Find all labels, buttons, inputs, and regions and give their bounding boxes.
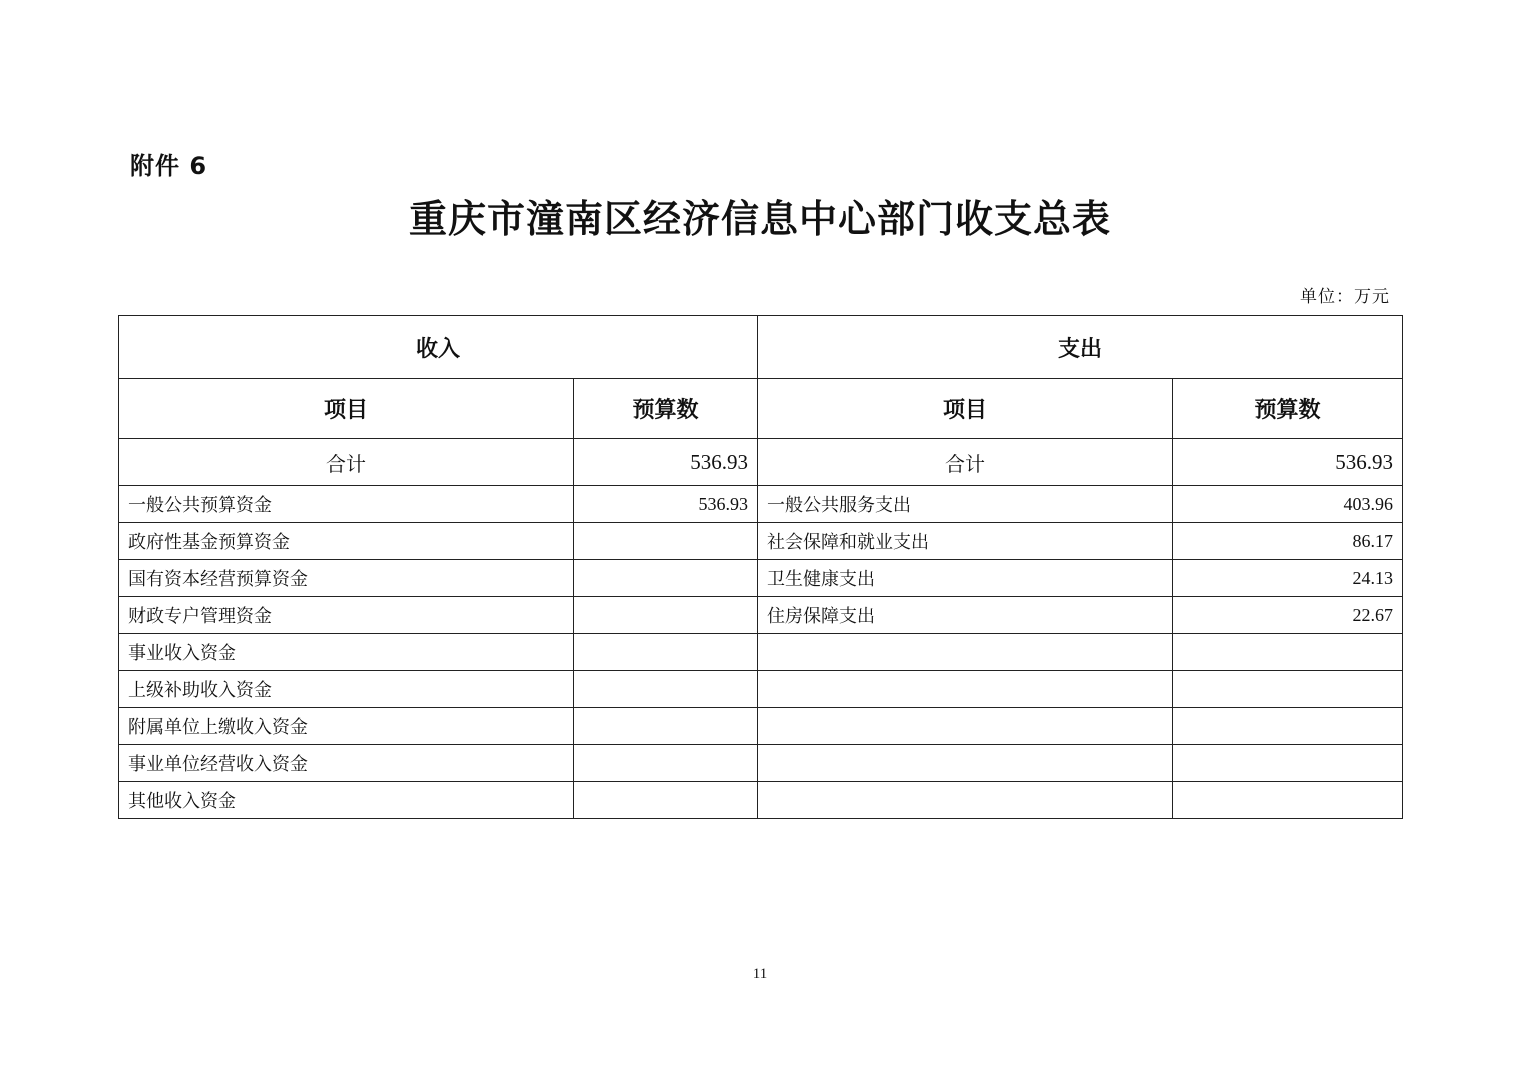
income-item: 财政专户管理资金 <box>119 597 574 634</box>
table-row <box>119 486 1403 523</box>
section-header-row <box>119 316 1403 379</box>
unit-label: 单位：万元 <box>1300 287 1390 307</box>
income-item: 上级补助收入资金 <box>119 671 574 708</box>
income-item: 国有资本经营预算资金 <box>119 560 574 597</box>
expense-value: 22.67 <box>1173 597 1403 634</box>
income-item: 事业单位经营收入资金 <box>119 745 574 782</box>
expense-item <box>758 708 1173 745</box>
income-value: 536.93 <box>574 486 758 523</box>
page-number: 11 <box>752 966 768 982</box>
income-item: 附属单位上缴收入资金 <box>119 708 574 745</box>
expense-value: 24.13 <box>1173 560 1403 597</box>
expense-item <box>758 634 1173 671</box>
income-item: 其他收入资金 <box>119 782 574 819</box>
income-value <box>574 597 758 634</box>
expense-value <box>1173 708 1403 745</box>
column-header-row <box>119 379 1403 439</box>
income-item: 事业收入资金 <box>119 634 574 671</box>
total-row <box>119 439 1403 486</box>
expense-item: 一般公共服务支出 <box>758 486 1173 523</box>
income-total-label: 合计 <box>119 439 574 486</box>
table-row <box>119 782 1403 819</box>
expense-value <box>1173 745 1403 782</box>
expense-item <box>758 671 1173 708</box>
expense-value: 86.17 <box>1173 523 1403 560</box>
income-item: 政府性基金预算资金 <box>119 523 574 560</box>
expense-item <box>758 745 1173 782</box>
income-item-header: 项目 <box>119 379 574 439</box>
income-item: 一般公共预算资金 <box>119 486 574 523</box>
income-value <box>574 523 758 560</box>
income-total-value: 536.93 <box>574 439 758 486</box>
expense-item: 住房保障支出 <box>758 597 1173 634</box>
table-row <box>119 523 1403 560</box>
expense-item: 社会保障和就业支出 <box>758 523 1173 560</box>
income-value <box>574 708 758 745</box>
income-value <box>574 671 758 708</box>
attachment-label: 附件 6 <box>130 152 208 180</box>
expense-value <box>1173 782 1403 819</box>
income-section-header: 收入 <box>119 316 758 379</box>
expense-item: 卫生健康支出 <box>758 560 1173 597</box>
expense-section-header: 支出 <box>758 316 1403 379</box>
income-value <box>574 560 758 597</box>
table-row <box>119 634 1403 671</box>
expense-value <box>1173 634 1403 671</box>
expense-budget-header: 预算数 <box>1173 379 1403 439</box>
table-row <box>119 597 1403 634</box>
income-value <box>574 782 758 819</box>
table-row <box>119 708 1403 745</box>
budget-summary-table <box>118 315 1403 819</box>
expense-value <box>1173 671 1403 708</box>
table-row <box>119 671 1403 708</box>
table-row <box>119 560 1403 597</box>
income-value <box>574 634 758 671</box>
income-value <box>574 745 758 782</box>
table-row <box>119 745 1403 782</box>
expense-item-header: 项目 <box>758 379 1173 439</box>
expense-item <box>758 782 1173 819</box>
document-title: 重庆市潼南区经济信息中心部门收支总表 <box>408 196 1111 241</box>
income-budget-header: 预算数 <box>574 379 758 439</box>
expense-total-value: 536.93 <box>1173 439 1403 486</box>
expense-value: 403.96 <box>1173 486 1403 523</box>
expense-total-label: 合计 <box>758 439 1173 486</box>
